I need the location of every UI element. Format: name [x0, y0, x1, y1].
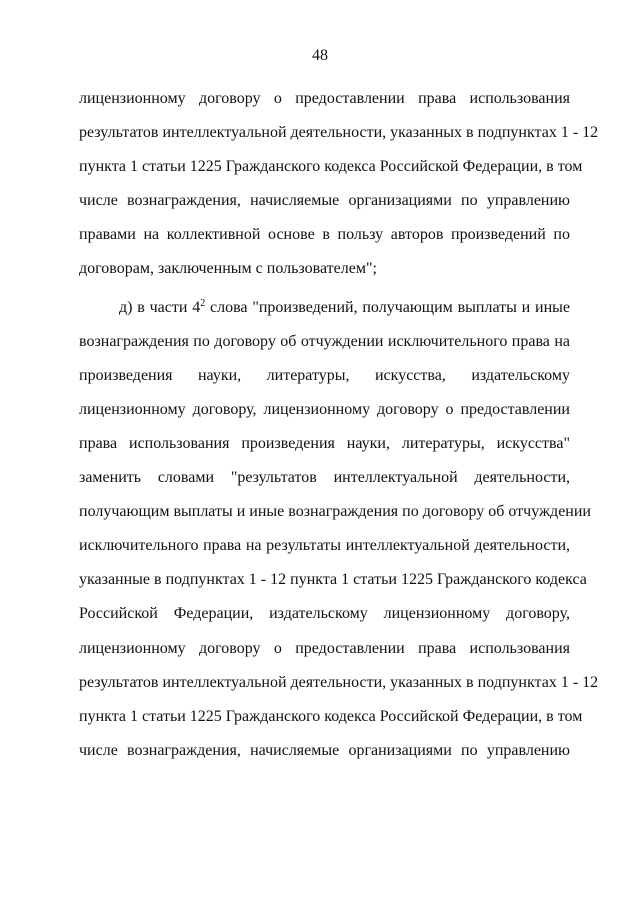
text-line: вознаграждения по договору об отчуждении исключительного права на — [79, 332, 570, 350]
paragraph-first-line — [79, 291, 570, 325]
text-line: указанные в подпунктах 1 - 12 пункта 1 статьи 1225 Гражданского кодекса — [79, 571, 587, 589]
text-line: лицензионному договору, лицензионному договору о предоставлении — [79, 400, 570, 418]
text-line: получающим выплаты и иные вознаграждения по договору об отчуждении — [79, 503, 591, 521]
text-line: правами на коллективной основе в пользу авторов произведений по — [79, 226, 570, 244]
text-line: лицензионному договору о предоставлении права использования — [79, 90, 570, 107]
text-line: Российской Федерации, издательскому лицензионному договору, — [79, 605, 570, 623]
text-line: пункта 1 статьи 1225 Гражданского кодекса Российской Федерации, в том — [79, 707, 583, 725]
text-line: результатов интеллектуальной деятельности, указанных в подпунктах 1 - 12 — [79, 124, 599, 142]
text-line: договорам, заключенным с пользователем"; — [79, 260, 377, 278]
text-line: числе вознаграждения, начисляемые организациями по управлению — [79, 741, 570, 759]
page-number: 48 — [312, 47, 328, 64]
text-line: пункта 1 статьи 1225 Гражданского кодекса Российской Федерации, в том — [79, 158, 583, 176]
text-line: числе вознаграждения, начисляемые организациями по управлению — [79, 192, 570, 210]
paragraph-lead-text: д) в части 4 — [119, 298, 201, 316]
text-line: произведения науки, литературы, искусства, издательскому — [79, 366, 570, 384]
paragraph-lead-rest: слова "произведений, получающим выплаты и иные — [205, 298, 570, 316]
text-line: права использования произведения науки, литературы, искусства" — [79, 434, 570, 452]
text-line: результатов интеллектуальной деятельности, указанных в подпунктах 1 - 12 — [79, 673, 599, 691]
body-text — [79, 82, 599, 768]
text-line: лицензионному договору о предоставлении права использования — [79, 639, 570, 657]
text-line: заменить словами "результатов интеллектуальной деятельности, — [79, 469, 570, 487]
superscript-number: 2 — [200, 297, 206, 309]
text-line: исключительного права на результаты интеллектуальной деятельности, — [79, 537, 570, 555]
